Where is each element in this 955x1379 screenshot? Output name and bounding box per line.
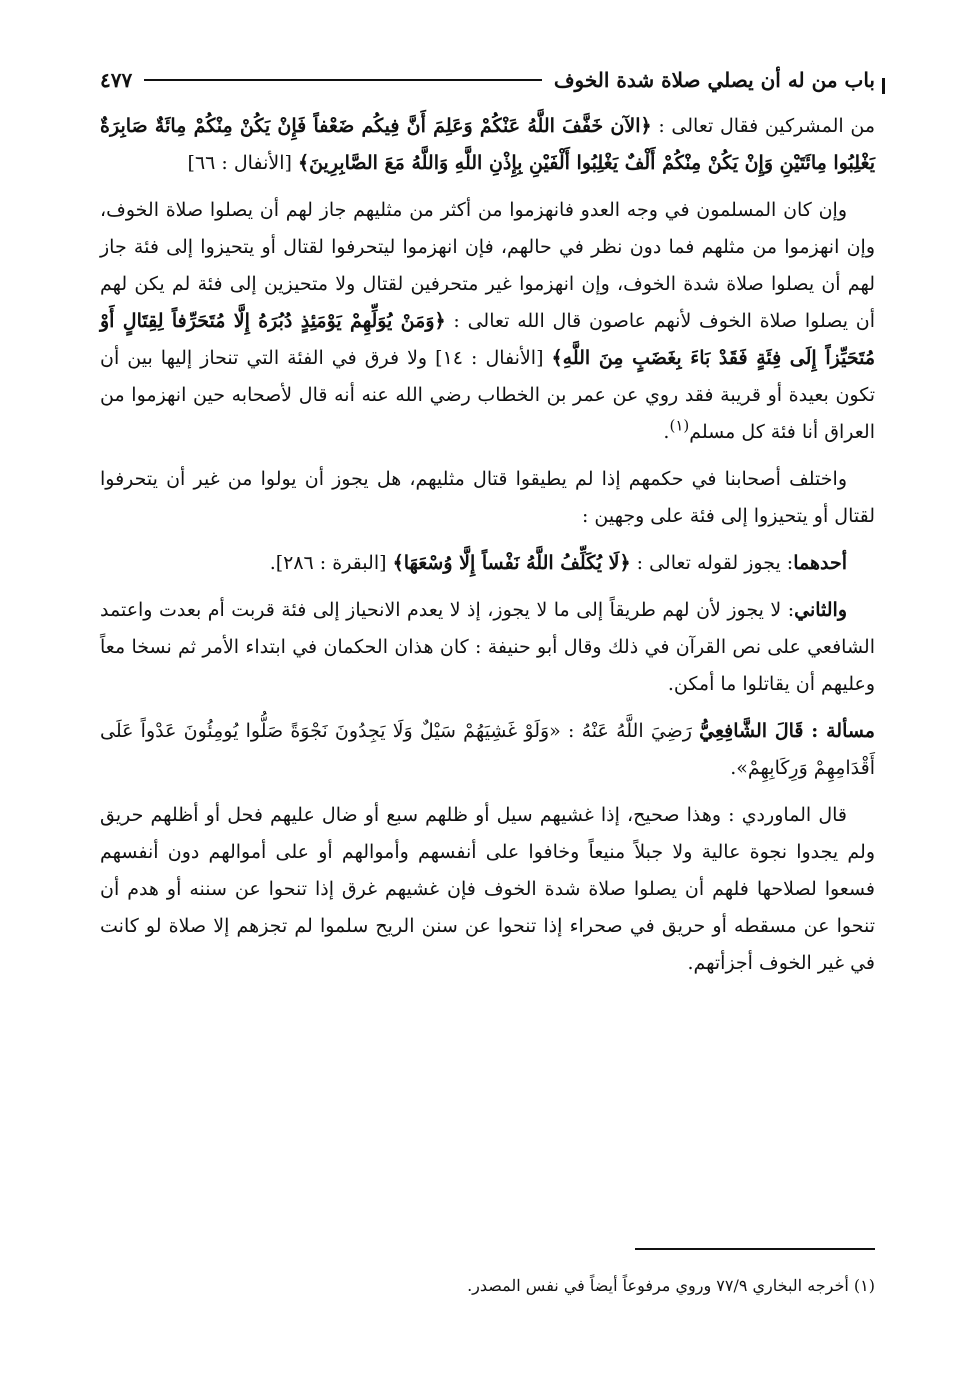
paragraph-text: .: [663, 421, 670, 443]
paragraph-text: واختلف أصحابنا في حكمهم إذا لم يطيقوا قتال مثليهم، هل يجوز أن يولوا من غير أن يتحرفوا لقتال أو يتحيزوا إلى فئة على وجهين :: [100, 468, 875, 527]
verse-reference: [البقرة : ٢٨٦].: [269, 552, 393, 574]
paragraph-6: [100, 713, 875, 787]
page-number: ٤٧٧: [100, 68, 133, 92]
paragraph-4: [100, 545, 875, 582]
running-header: [100, 60, 875, 100]
chapter-title: باب من له أن يصلي صلاة شدة الخوف: [553, 68, 875, 92]
quran-verse: ﴿وَمَنْ يُوَلِّهِمْ يَوْمَئِذٍ دُبُرَهُ إِلَّا مُتَحَرِّفاً لِقِتَالٍ أَوْ مُتَحَيِّزاً إِلَى فِئَةٍ فَقَدْ بَاءَ بِغَضَبٍ مِنَ اللَّهِ﴾: [100, 310, 875, 369]
paragraph-1: [100, 108, 875, 182]
margin-mark: [882, 78, 885, 94]
paragraph-text: رَضِيَ اللَّهُ عَنْهُ : «وَلَوْ غَشِيَهُمْ سَيْلٌ وَلَا يَجِدُونَ نَجْوَةً صَلُّوا يُومِئُونَ عَدْواً عَلَى أَقْدَامِهِمْ وَرِكَابِهِمْ».: [100, 720, 875, 779]
paragraph-text: قال الماوردي : وهذا صحيح، إذا غشيهم سيل أو ظلهم سبع أو ضال عليهم فحل أو أظلهم حريق ولم يجدوا نجوة عالية ولا جبلاً منيعاً وخافوا على أنفسهم وأموالهم أو على أموالهم دون أنفسهم فسعوا لصلاحها فلهم أن يصلوا صلاة شدة الخوف فإن غشيهم غرق إذا تنحوا عن سننه أو هدم أن تنحوا عن مسقطه أو حريق في صحراء إذا تنحوا عن سنن الريح سلموا لم تجزهم إلا صلاة لو كانت في غير الخوف أجزأتهم.: [100, 804, 875, 974]
paragraph-text: وإن كان المسلمون في وجه العدو فانهزموا من أكثر من مثليهم جاز لهم أن يصلوا صلاة الخوف، وإن انهزموا من مثلهم فما دون نظر في حالهم، فإن انهزموا ليتحرفوا لقتال أو يتحيزوا إلى فئة جاز لهم أن يصلوا صلاة شدة الخوف، وإن انهزموا غير متحرفين لقتال ولا متحيزين إلى فئة لم يكن لهم أن يصلوا صلاة الخوف لأنهم عاصون قال الله تعالى :: [100, 199, 875, 332]
paragraph-text: : يجوز لقوله تعالى :: [630, 552, 794, 574]
paragraph-5: [100, 592, 875, 703]
quran-verse: ﴿لَا يُكَلِّفُ اللَّهُ نَفْساً إِلَّا وُسْعَهَا﴾: [392, 552, 631, 574]
imam-name: قَالَ الشَّافِعِيُّ: [699, 720, 812, 742]
paragraph-3: [100, 461, 875, 535]
paragraph-text: : لا يجوز لأن لهم طريقاً إلى ما لا يجوز، إذ لا يعدم الانحياز إلى فئة قربت أم بعدت واعتمد الشافعي على نص القرآن في ذلك وقال أبو حنيفة : كان هذان الحكمان في ابتداء الأمر ثم نسخا معاً وعليهم أن يقاتلوا ما أمكن.: [100, 599, 875, 695]
footnote: (١) أخرجه البخاري ٧٧/٩ وروي مرفوعاً أيضاً في نفس المصدر.: [467, 1276, 875, 1295]
quran-verse: ﴿الآن خَفَّفَ اللَّهُ عَنْكُمْ وَعَلِمَ أَنَّ فِيكُم ضَعْفاً فَإِنْ يَكُنْ مِنْكُمْ مِائَةٌ صَابِرَةٌ يَغْلِبُوا مِائَتَيْنِ وَإِنْ يَكُنْ مِنْكُمْ أَلْفٌ يَغْلِبُوا أَلْفَيْنِ بِإِذْنِ اللَّهِ وَاللَّهُ مَعَ الصَّابِرِينَ﴾: [100, 115, 875, 174]
footnote-marker[interactable]: (١): [669, 416, 690, 435]
lead-word: مسألة :: [811, 720, 875, 742]
paragraph-7: [100, 797, 875, 982]
lead-word: والثاني: [794, 599, 847, 621]
paragraph-text: [الأنفال : ١٤] ولا فرق في الفئة التي تنحاز إليها بين أن تكون بعيدة أو قريبة فقد روي عن عمر بن الخطاب رضي الله عنه أنه قال لأصحابه حين انهزموا من العراق أنا فئة كل مسلم: [100, 347, 875, 443]
header-rule: [144, 79, 542, 81]
verse-reference: [الأنفال : ٦٦]: [187, 152, 298, 174]
footnote-rule: [635, 1248, 875, 1250]
paragraph-2: [100, 192, 875, 451]
document-page: [100, 60, 875, 1350]
lead-word: أحدهما: [793, 552, 847, 574]
paragraph-text: من المشركين فقال تعالى :: [651, 115, 875, 137]
